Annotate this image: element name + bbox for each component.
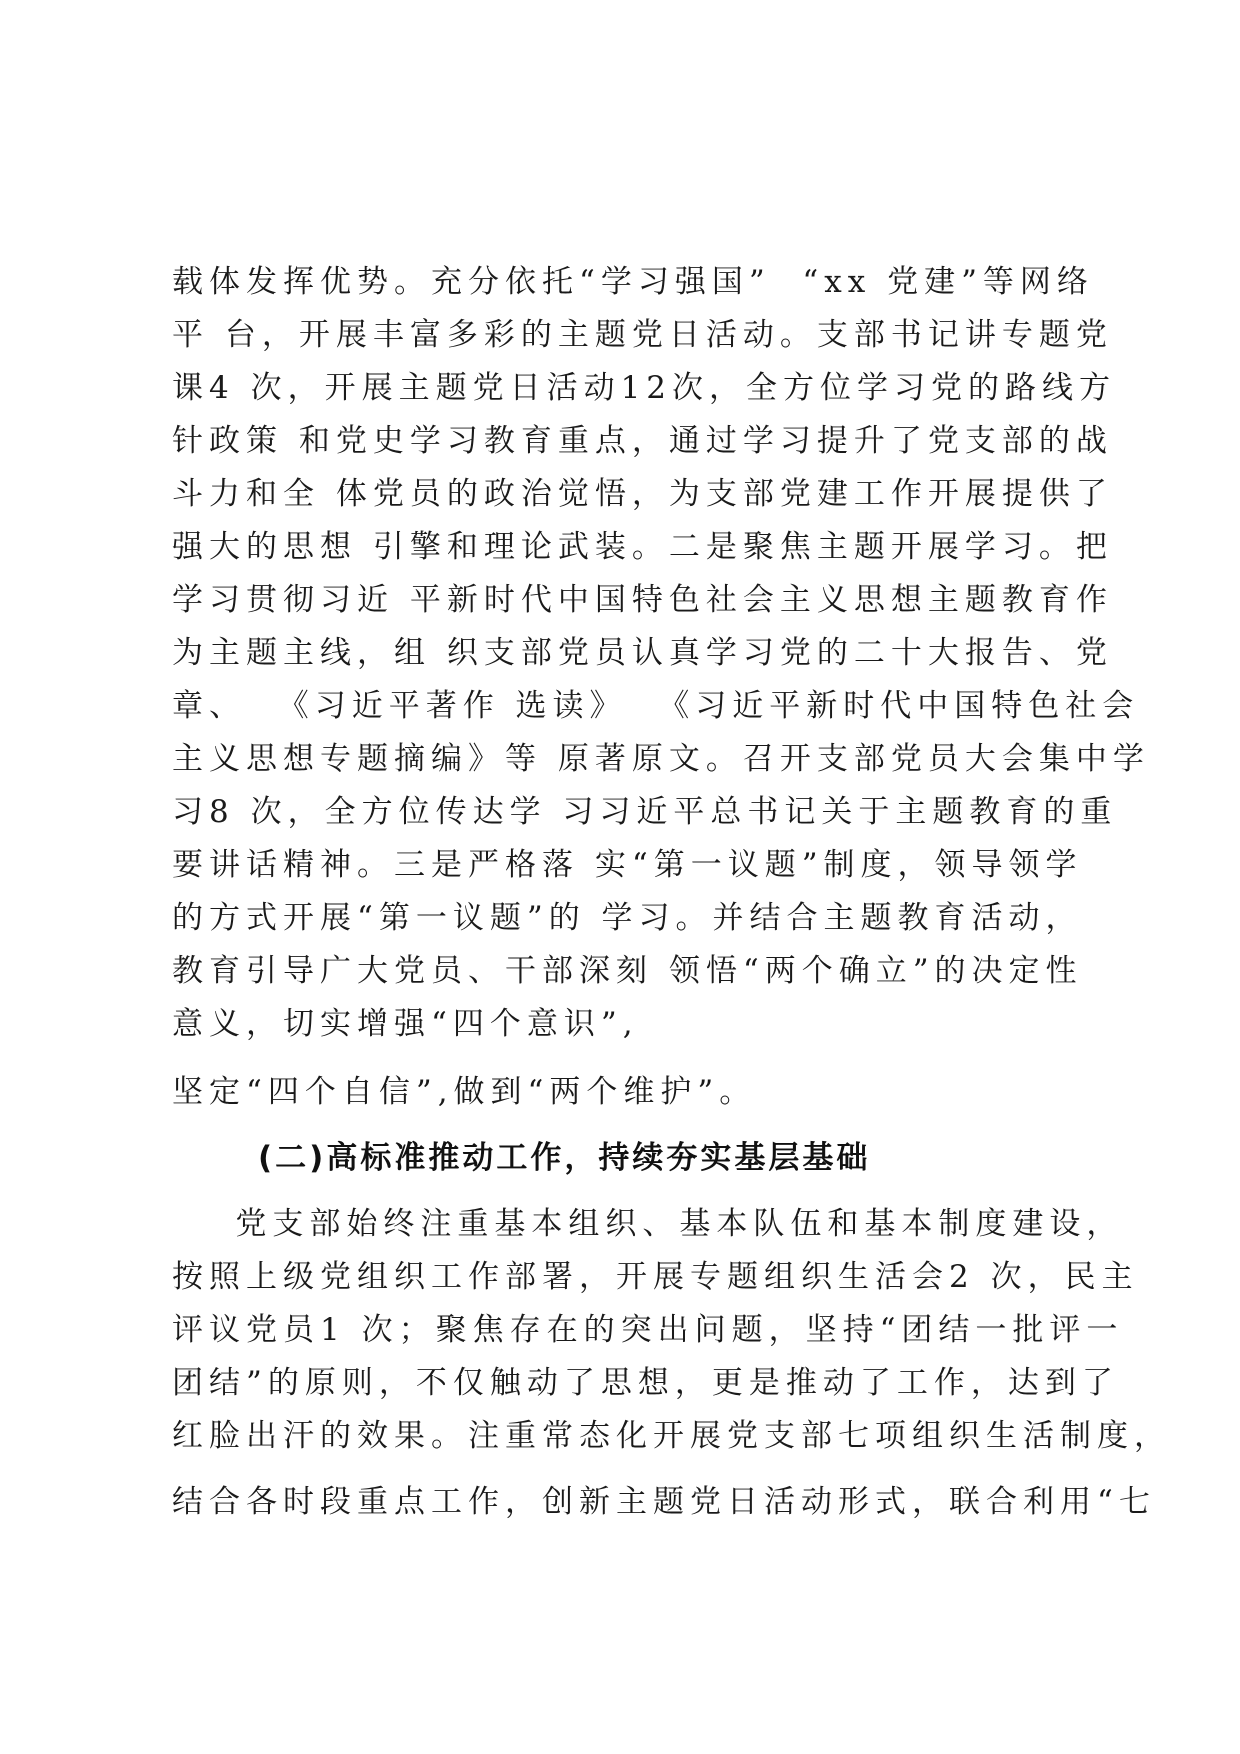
text-line: 主义思想专题摘编》等 原著原文。召开支部党员大会集中学: [172, 741, 1150, 777]
text-line: 学习贯彻习近 平新时代中国特色社会主义思想主题教育作: [172, 582, 1113, 618]
text-line: 课4 次，开展主题党日活动12次，全方位学习党的路线方: [172, 370, 1117, 406]
text-line: 要讲话精神。三是严格落 实“第一议题”制度，领导领学: [172, 847, 1083, 883]
text-line: 斗力和全 体党员的政治觉悟，为支部党建工作开展提供了: [172, 476, 1113, 512]
text-line: 针政策 和党史学习教育重点，通过学习提升了党支部的战: [172, 423, 1113, 459]
text-line: 教育引导广大党员、干部深刻 领悟“两个确立”的决定性: [172, 953, 1083, 989]
text-line: 团结”的原则，不仅触动了思想，更是推动了工作，达到了: [172, 1365, 1119, 1401]
text-line: 为主题主线，组 织支部党员认真学习党的二十大报告、党: [172, 635, 1113, 671]
text-line: 意义，切实增强“四个意识”,: [172, 1006, 639, 1042]
text-line: 按照上级党组织工作部署，开展专题组织生活会2 次，民主: [172, 1259, 1139, 1295]
text-line: 评议党员1 次；聚焦存在的突出问题，坚持“团结一批评一: [172, 1312, 1124, 1348]
text-line: 平 台，开展丰富多彩的主题党日活动。支部书记讲专题党: [172, 317, 1113, 353]
text-line: 红脸出汗的效果。注重常态化开展党支部七项组织生活制度，: [172, 1418, 1171, 1454]
text-line: 结合各时段重点工作，创新主题党日活动形式，联合利用“七: [172, 1484, 1156, 1520]
section-heading: (二)高标准推动工作，持续夯实基层基础: [258, 1140, 871, 1176]
text-line: 坚定“四个自信”,做到“两个维护”。: [172, 1074, 757, 1110]
text-line: 的方式开展“第一议题”的 学习。并结合主题教育活动，: [172, 900, 1083, 936]
text-line: 章、 《习近平著作 选读》 《习近平新时代中国特色社会: [172, 688, 1140, 724]
text-line: 强大的思想 引擎和理论武装。二是聚焦主题开展学习。把: [172, 529, 1113, 565]
text-line: 习8 次，全方位传达学 习习近平总书记关于主题教育的重: [172, 794, 1118, 830]
paragraph-first-line: 党支部始终注重基本组织、基本队伍和基本制度建设，: [172, 1206, 1124, 1242]
text-line: 载体发挥优势。充分依托“学习强国” “xx 党建”等网络: [172, 264, 1094, 300]
